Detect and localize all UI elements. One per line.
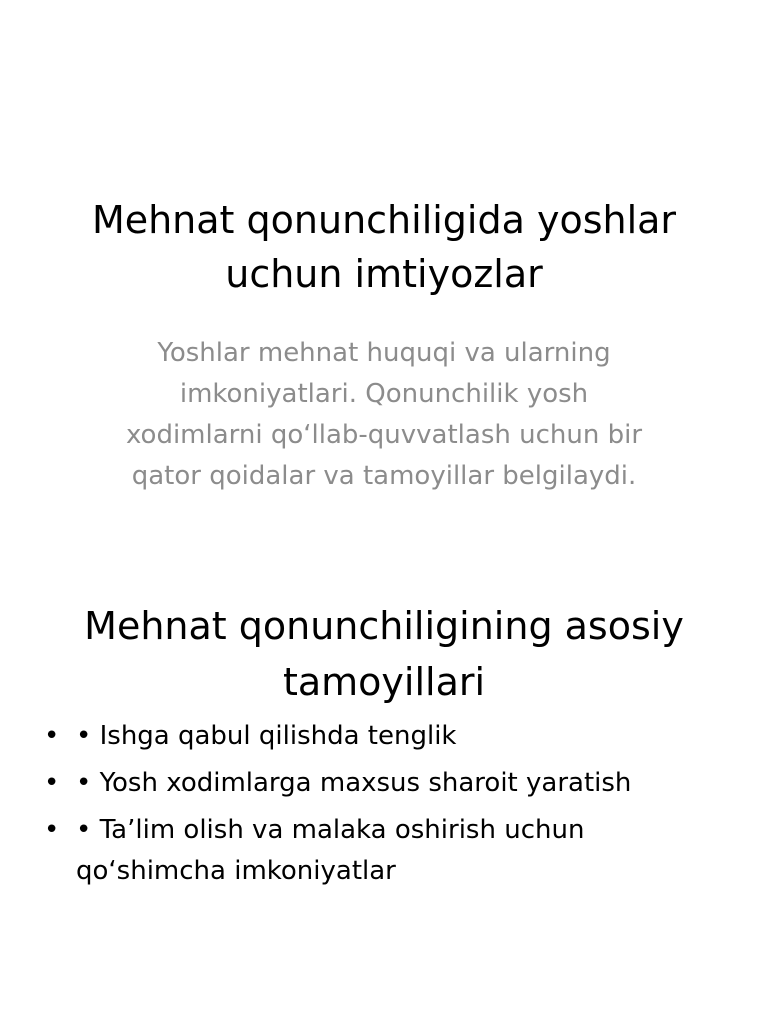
bullet-item: [40, 810, 730, 892]
slide-subtitle: Yoshlar mehnat huquqi va ularning imkoniyatlari. Qonunchilik yosh xodimlarni qo‘llab-quvvatlash uchun bir qator qoidalar va tamoyillar belgilaydi.: [125, 338, 643, 491]
bullet-list: [40, 716, 730, 898]
bullet-marker: •: [44, 721, 60, 751]
bullet-text: • Ta’lim olish va malaka oshirish uchun qo‘shimcha imkoniyatlar: [76, 815, 585, 886]
bullet-marker: •: [44, 815, 60, 845]
slide-title: Mehnat qonunchiligida yoshlar uchun imtiyozlar: [91, 198, 677, 296]
bullet-item: [40, 763, 730, 804]
bullet-text: • Ishga qabul qilishda tenglik: [76, 721, 457, 751]
bullet-text: • Yosh xodimlarga maxsus sharoit yaratish: [76, 768, 632, 798]
bullet-marker: •: [44, 768, 60, 798]
section-heading: Mehnat qonunchiligining asosiy tamoyillari: [84, 604, 684, 704]
bullet-item: [40, 716, 730, 757]
